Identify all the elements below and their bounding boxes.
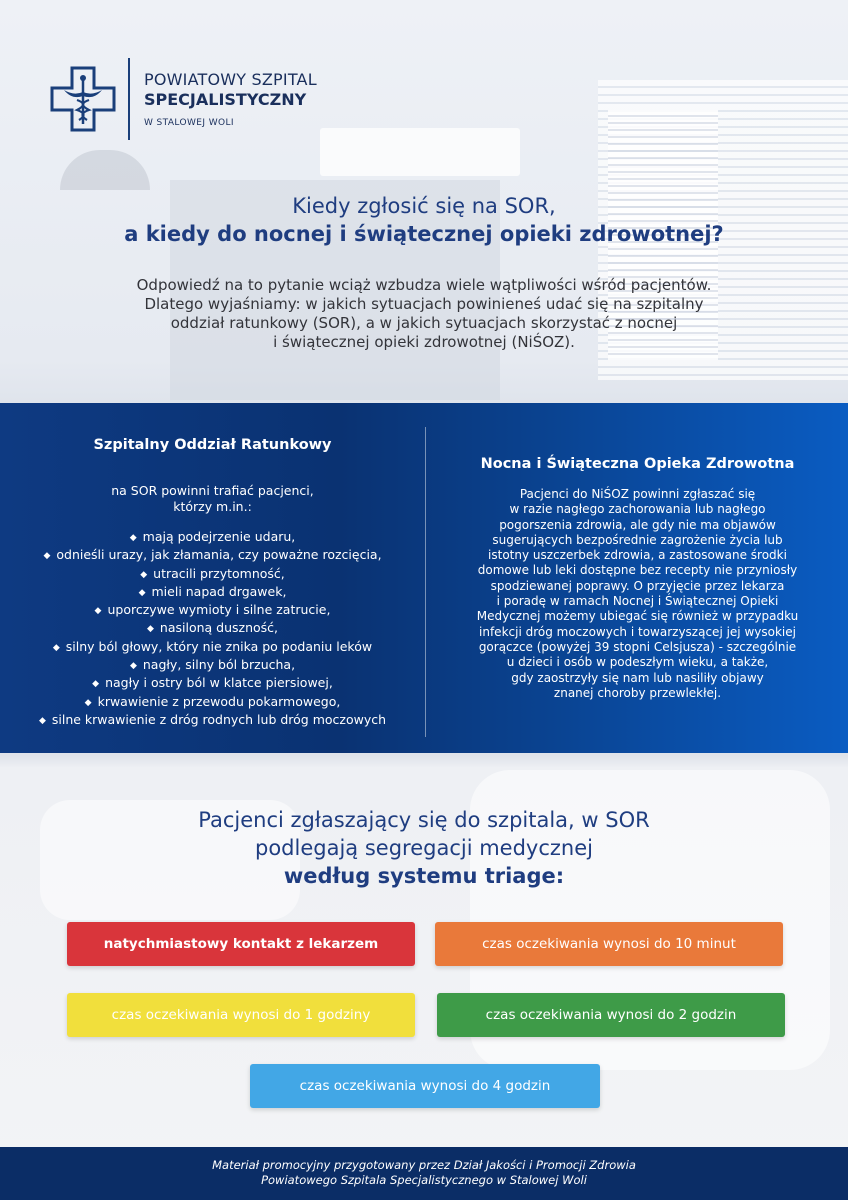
list-item: ◆ nagły i ostry ból w klatce piersiowej,: [92, 675, 333, 691]
nisoz-line: pogorszenia zdrowia, ale gdy nie ma objawów: [499, 517, 776, 532]
triage-level-red: natychmiastowy kontakt z lekarzem: [67, 922, 415, 966]
list-item: ◆ silne krwawienie z dróg rodnych lub dróg moczowych: [38, 711, 387, 727]
list-item: ◆ mają podejrzenie udaru,: [129, 529, 296, 544]
sor-criteria-list: [0, 529, 425, 730]
list-item: ◆ nagły, silny ból brzucha,: [129, 657, 296, 673]
logo-name-line2: SPECJALISTYCZNY: [144, 90, 307, 109]
sor-lead: [0, 483, 425, 515]
nisoz-line: gorączce (powyżej 39 stopni Celsjusza) - szczególnie: [478, 639, 797, 654]
diamond-bullet-icon: ◆: [43, 551, 51, 562]
nisoz-line: i poradę w ramach Nocnej i Świątecznej Opieki: [496, 594, 779, 609]
background-lamp: [60, 150, 150, 190]
diamond-bullet-icon: ◆: [138, 587, 146, 598]
diamond-bullet-icon: ◆: [129, 533, 137, 543]
nisoz-line: domowe lub leki dostępne bez recepty nie przyniosły: [477, 563, 798, 578]
column-divider: [425, 427, 426, 737]
list-item: ◆ nasiloną duszność,: [146, 620, 279, 636]
intro-line: oddział ratunkowy (SOR), a w jakich sytuacjach skorzystać z nocnej: [170, 314, 678, 332]
triage-title-line1: Pacjenci zgłaszający się do szpitala, w SOR: [198, 808, 650, 832]
list-item: ◆ silny ból głowy, który nie znika po podaniu leków: [52, 638, 373, 654]
title-line1: Kiedy zgłosić się na SOR,: [292, 194, 556, 218]
sor-heading: Szpitalny Oddział Ratunkowy: [93, 437, 332, 453]
list-item: ◆ mieli napad drgawek,: [138, 583, 287, 599]
nisoz-heading: Nocna i Świąteczna Opieka Zdrowotna: [480, 456, 795, 472]
triage-title-line2: podlegają segregacji medycznej: [255, 836, 593, 860]
page-title: [0, 192, 848, 248]
triage-level-green: czas oczekiwania wynosi do 2 godzin: [437, 993, 785, 1037]
intro-line: Dlatego wyjaśniamy: w jakich sytuacjach powinieneś udać się na szpitalny: [144, 295, 704, 313]
logo-name-line1: POWIATOWY SZPITAL: [144, 70, 317, 89]
triage-level-yellow: czas oczekiwania wynosi do 1 godziny: [67, 993, 415, 1037]
sor-lead-line: którzy m.in.:: [173, 499, 252, 514]
list-item: ◆ uporczywe wymioty i silne zatrucie,: [94, 602, 331, 618]
diamond-bullet-icon: ◆: [146, 624, 154, 635]
diamond-bullet-icon: ◆: [52, 642, 60, 653]
hospital-logo: [48, 58, 348, 138]
intro-line: Odpowiedź na to pytanie wciąż wzbudza wiele wątpliwości wśród pacjentów.: [136, 276, 712, 294]
title-line2: a kiedy do nocnej i świątecznej opieki zdrowotnej?: [124, 222, 724, 246]
diamond-bullet-icon: ◆: [84, 697, 92, 708]
nisoz-body: [460, 487, 815, 701]
logo-location: W STALOWEJ WOLI: [144, 118, 234, 128]
diamond-bullet-icon: ◆: [94, 606, 102, 617]
nisoz-line: Pacjenci do NiŚOZ powinni zgłaszać się: [519, 487, 756, 501]
list-item: ◆ utracili przytomność,: [140, 565, 285, 581]
triage-title-line3: według systemu triage:: [283, 864, 565, 888]
list-item: ◆ odnieśli urazy, jak złamania, czy poważne rozcięcia,: [43, 547, 382, 563]
nisoz-line: w razie nagłego zachorowania lub nagłego: [509, 502, 766, 517]
diamond-bullet-icon: ◆: [140, 569, 148, 580]
footer: [0, 1147, 848, 1200]
footer-line1: Materiał promocyjny przygotowany przez Dział Jakości i Promocji Zdrowia: [212, 1158, 636, 1172]
list-item: ◆ krwawienie z przewodu pokarmowego,: [84, 693, 341, 709]
nisoz-line: istotny uszczerbek zdrowia, a zastosowane środki: [488, 548, 787, 563]
sor-lead-line: na SOR powinni trafiać pacjenci,: [111, 483, 314, 498]
diamond-bullet-icon: ◆: [92, 679, 100, 690]
diamond-bullet-icon: ◆: [129, 661, 137, 672]
nisoz-line: u dzieci i osób w podeszłym wieku, a także,: [506, 655, 769, 670]
nisoz-line: gdy zaostrzyły się nam lub nasiliły objawy: [511, 670, 764, 685]
hospital-cross-caduceus-icon: [50, 66, 116, 132]
diamond-bullet-icon: ◆: [38, 715, 46, 726]
info-panel: [0, 403, 848, 753]
nisoz-line: sugerujących bezpośrednie zagrożenie życia lub: [492, 532, 783, 547]
triage-title: [0, 806, 848, 890]
intro-line: i świątecznej opieki zdrowotnej (NiŚOZ).: [273, 333, 575, 351]
nisoz-line: infekcji dróg moczowych i towarzyszącej jej wysokiej: [479, 624, 796, 639]
footer-line2: Powiatowego Szpitala Specjalistycznego w Stalowej Woli: [261, 1173, 587, 1187]
logo-divider: [128, 58, 130, 140]
intro-paragraph: [80, 276, 768, 352]
nisoz-line: Medycznej możemy ubiegać się również w przypadku: [476, 609, 799, 624]
background-air-conditioner: [320, 128, 520, 176]
nisoz-line: znanej choroby przewlekłej.: [553, 685, 722, 700]
triage-level-orange: czas oczekiwania wynosi do 10 minut: [435, 922, 783, 966]
triage-level-blue: czas oczekiwania wynosi do 4 godzin: [250, 1064, 600, 1108]
nisoz-line: spodziewanej poprawy. O przyjęcie przez lekarza: [490, 578, 785, 593]
